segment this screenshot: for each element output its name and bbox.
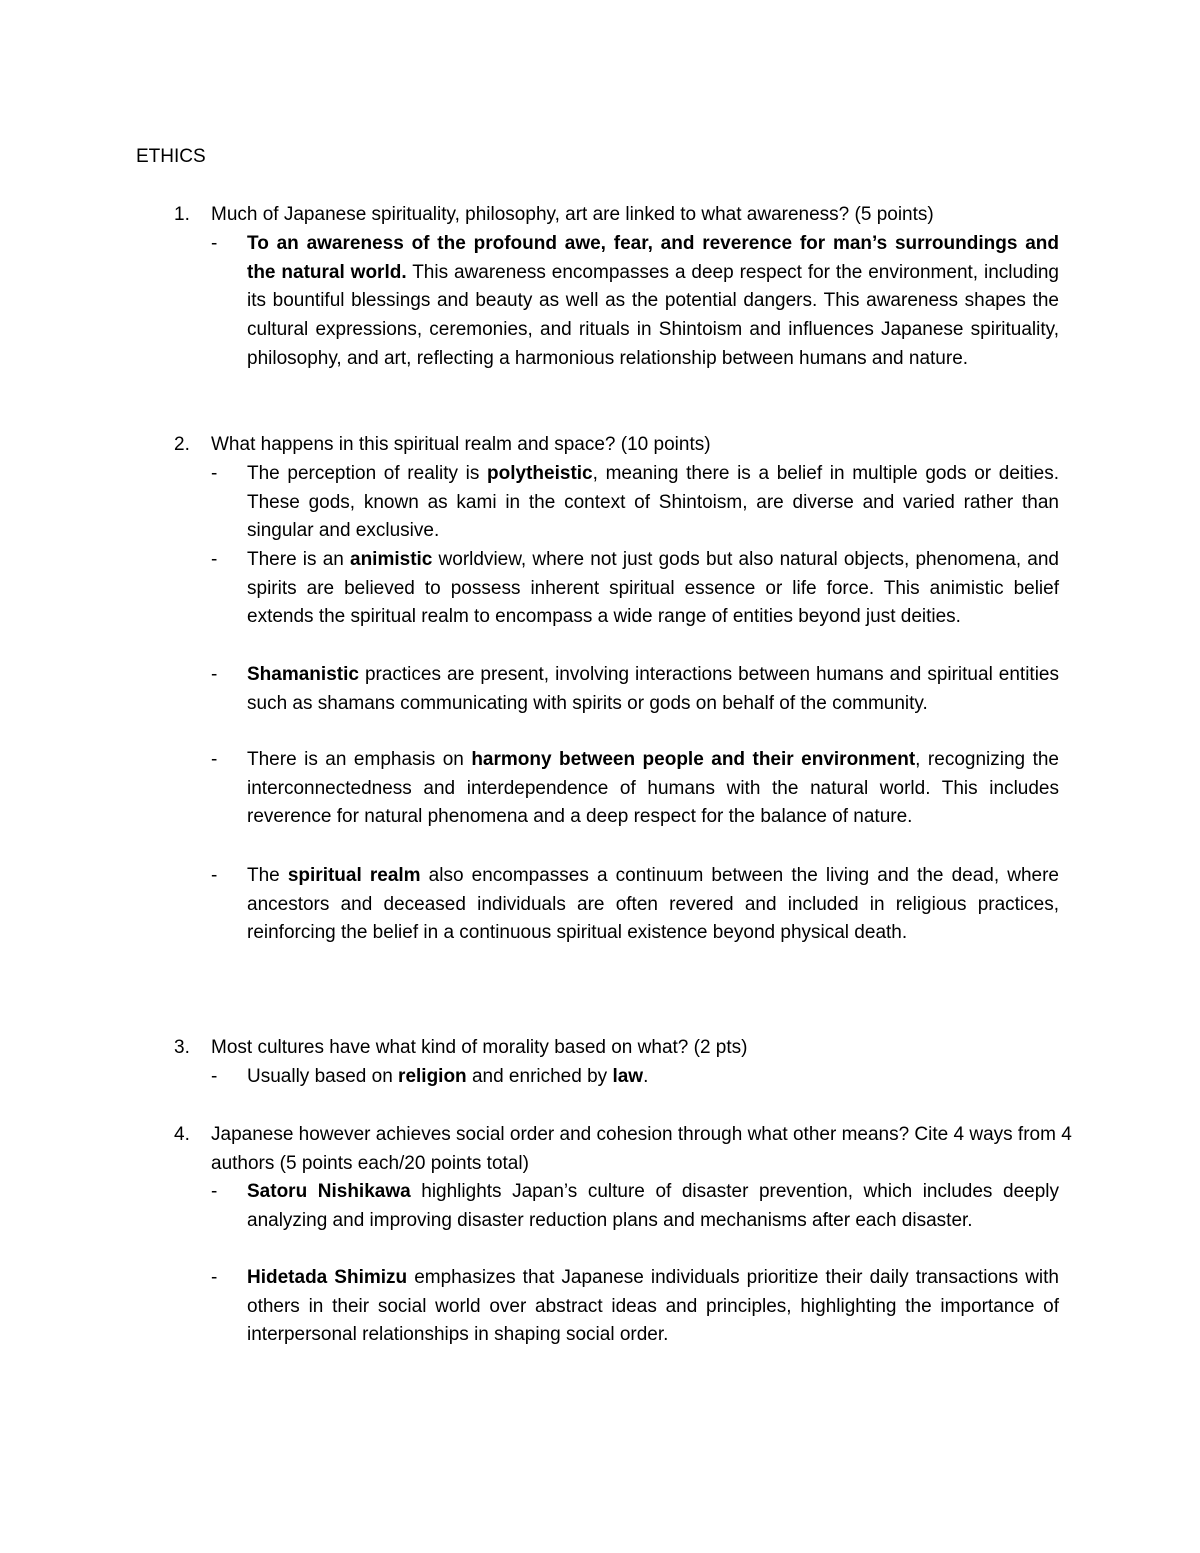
answer-2-3 — [211, 661, 1059, 718]
answer-4-2 — [211, 1264, 1059, 1350]
answer-bold-lead: To an awareness of the profound awe, fear, and reverence for man’s surroundings and the natural world. — [247, 233, 1059, 283]
answer-2-5 — [211, 862, 1059, 948]
question-number: 4. — [174, 1124, 190, 1145]
answer-pre: There is an emphasis on — [247, 749, 472, 770]
answer-bold: spiritual realm — [287, 865, 421, 886]
bullet-dash: - — [211, 233, 218, 254]
answer-bold: harmony between people and their environment — [471, 749, 916, 770]
question-text: Much of Japanese spirituality, philosophy, art are linked to what awareness? (5 points) — [211, 204, 934, 225]
bullet-dash: - — [211, 1267, 218, 1288]
answer-text: This awareness encompasses a deep respect for the environment, including its bountiful blessings and beauty as well as the potential dangers. This awareness shapes the cultural expressions, ceremonies, and rituals in Shintoism and influences Japanese spirituality, philosophy, and art, reflecting a harmonious relationship between humans and nature. — [247, 261, 1059, 369]
answer-post: , meaning there is a belief in multiple gods or deities. These gods, known as kami in the context of Shintoism, are diverse and varied rather than singular and exclusive. — [247, 463, 1059, 542]
answer-pre: The perception of reality is — [247, 463, 488, 484]
bullet-dash: - — [211, 749, 218, 770]
answer-mid: and enriched by — [466, 1066, 613, 1087]
bullet-dash: - — [211, 664, 218, 685]
answer-bold-2: law — [612, 1066, 644, 1087]
answer-post: . — [643, 1066, 649, 1087]
answer-bold: religion — [398, 1066, 467, 1087]
answer-1-1 — [211, 230, 1059, 374]
answer-2-1 — [211, 460, 1059, 546]
answer-post: worldview, where not just gods but also natural objects, phenomena, and spirits are believed to possess inherent spiritual essence or life force. This animistic belief extends the spiritual realm to encompass a wide range of entities beyond just deities. — [247, 549, 1059, 628]
answer-pre: There is an — [247, 549, 350, 570]
bullet-dash: - — [211, 1181, 218, 1202]
answer-post: also encompasses a continuum between the living and the dead, where ancestors and deceased individuals are often revered and included in religious practices, reinforcing the belief in a continuous spiritual existence beyond physical death. — [247, 865, 1059, 944]
bullet-dash: - — [211, 549, 218, 570]
document-title: ETHICS — [136, 146, 206, 167]
question-number: 1. — [174, 204, 190, 225]
question-1 — [174, 201, 1074, 230]
answer-post: emphasizes that Japanese individuals prioritize their daily transactions with others in their social world over abstract ideas and principles, highlighting the importance of interpersonal relationships in shaping social order. — [247, 1267, 1059, 1346]
question-text: Most cultures have what kind of morality based on what? (2 pts) — [211, 1037, 748, 1058]
answer-post: highlights Japan’s culture of disaster prevention, which includes deeply analyzing and improving disaster reduction plans and mechanisms after each disaster. — [247, 1181, 1059, 1231]
answer-4-1 — [211, 1178, 1059, 1235]
answer-2-4 — [211, 746, 1059, 832]
question-number: 3. — [174, 1037, 190, 1058]
answer-pre: Usually based on — [247, 1066, 399, 1087]
bullet-dash: - — [211, 1066, 218, 1087]
answer-2-2 — [211, 546, 1059, 632]
answer-post: practices are present, involving interactions between humans and spiritual entities such as shamans communicating with spirits or gods on behalf of the community. — [247, 664, 1059, 714]
question-2 — [174, 431, 1074, 460]
answer-pre: The — [247, 865, 288, 886]
answer-post: , recognizing the interconnectedness and interdependence of humans with the natural world. This includes reverence for natural phenomena and a deep respect for the balance of nature. — [247, 749, 1059, 828]
question-text: Japanese however achieves social order and cohesion through what other means? Cite 4 ways from 4 authors (5 points each/20 points total) — [211, 1124, 1072, 1174]
question-number: 2. — [174, 434, 190, 455]
question-text: What happens in this spiritual realm and space? (10 points) — [211, 434, 711, 455]
answer-bold: Satoru Nishikawa — [247, 1181, 411, 1202]
answer-bold: polytheistic — [487, 463, 593, 484]
answer-bold: Shamanistic — [247, 664, 359, 685]
question-4 — [174, 1121, 1074, 1178]
answer-3-1 — [211, 1063, 1059, 1092]
answer-bold: animistic — [350, 549, 433, 570]
bullet-dash: - — [211, 463, 218, 484]
answer-bold: Hidetada Shimizu — [247, 1267, 408, 1288]
question-3 — [174, 1034, 1074, 1063]
bullet-dash: - — [211, 865, 218, 886]
